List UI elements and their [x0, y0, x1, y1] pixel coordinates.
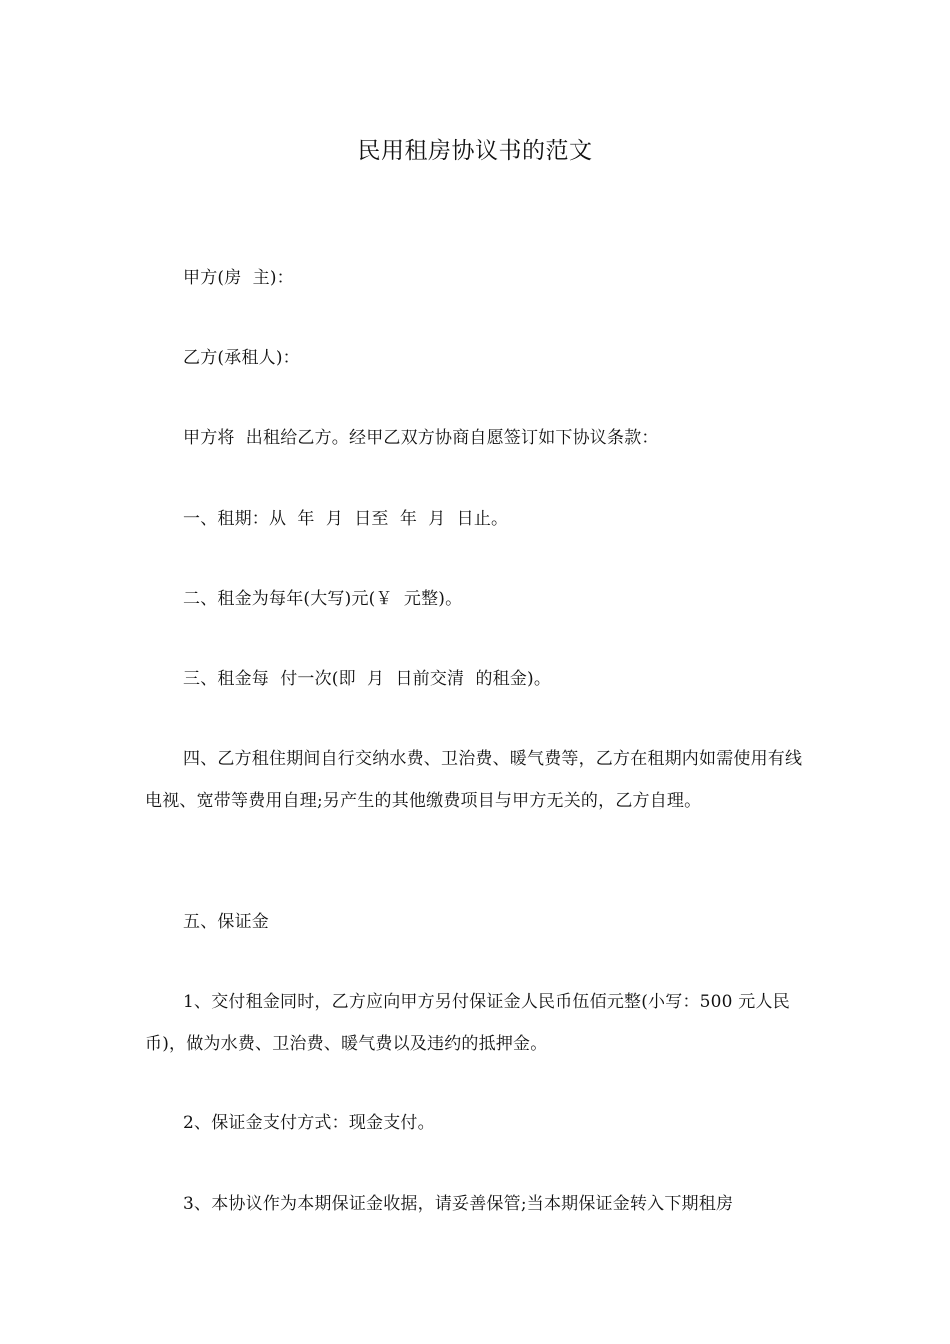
party-a-line: 甲方(房 主)：	[183, 268, 294, 288]
clause-5-deposit-heading: 五、保证金	[183, 912, 269, 932]
deposit-item-1: 1、交付租金同时，乙方应向甲方另付保证金人民币伍佰元整(小写：500 元人民币)，做为水费、卫治费、暖气费以及违约的抵押金。	[145, 992, 790, 1054]
clause-2-rent-amount: 二、租金为每年(大写)元(￥ 元整)。	[183, 589, 463, 609]
clause-3-rent-payment: 三、租金每 付一次(即 月 日前交清 的租金)。	[183, 669, 552, 689]
clause-1-lease-term: 一、租期：从 年 月 日至 年 月 日止。	[183, 509, 509, 529]
intro-paragraph: 甲方将 出租给乙方。经甲乙双方协商自愿签订如下协议条款：	[183, 428, 659, 448]
deposit-item-2: 2、保证金支付方式：现金支付。	[183, 1113, 435, 1133]
clause-4-utilities: 四、乙方租住期间自行交纳水费、卫治费、暖气费等，乙方在租期内如需使用有线电视、宽带等费用自理;另产生的其他缴费项目与甲方无关的，乙方自理。	[145, 749, 803, 811]
party-b-line: 乙方(承租人)：	[183, 348, 300, 368]
document-title: 民用租房协议书的范文	[357, 138, 593, 164]
deposit-item-3: 3、本协议作为本期保证金收据，请妥善保管;当本期保证金转入下期租房	[183, 1194, 734, 1214]
